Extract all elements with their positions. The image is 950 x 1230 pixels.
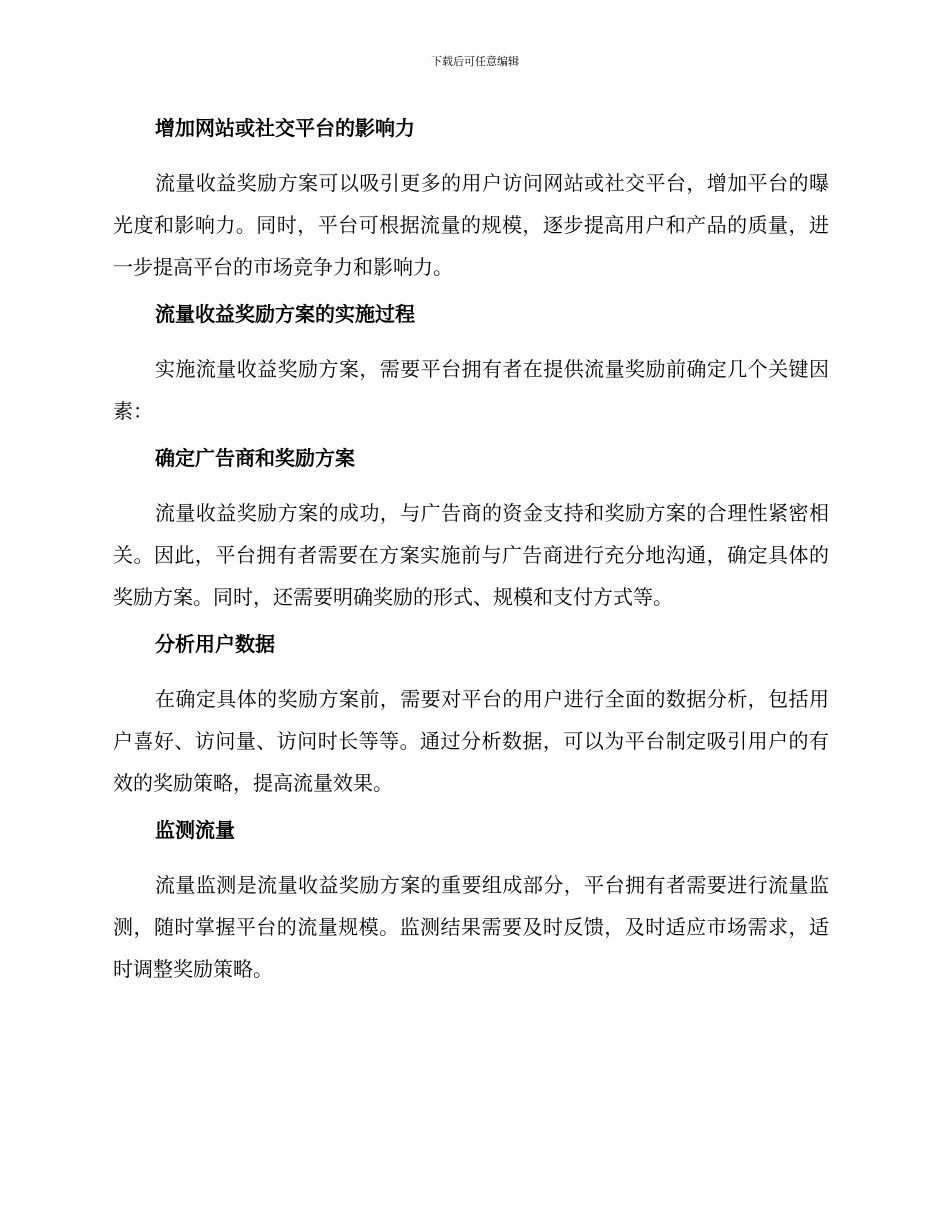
section-heading: 监测流量 [155,818,235,842]
section-implementation [113,296,829,432]
page-header: 下载后可任意编辑 [431,55,519,68]
section-paragraph: 在确定具体的奖励方案前，需要对平台的用户进行全面的数据分析，包括用户喜好、访问量、访问时长等等。通过分析数据，可以为平台制定吸引用户的有效的奖励策略，提高流量效果。 [113,687,829,795]
document-body [113,110,829,998]
section-influence [113,110,829,288]
section-advertisers [113,440,829,618]
section-monitoring [113,812,829,990]
section-paragraph: 流量收益奖励方案可以吸引更多的用户访问网站或社交平台，增加平台的曝光度和影响力。同时，平台可根据流量的规模，逐步提高用户和产品的质量，进一步提高平台的市场竞争力和影响力。 [113,171,829,279]
section-heading: 确定广告商和奖励方案 [155,446,355,470]
section-user-data [113,626,829,804]
section-heading: 分析用户数据 [155,632,275,656]
section-heading: 增加网站或社交平台的影响力 [155,116,415,140]
section-paragraph: 流量收益奖励方案的成功，与广告商的资金支持和奖励方案的合理性紧密相关。因此，平台拥有者需要在方案实施前与广告商进行充分地沟通，确定具体的奖励方案。同时，还需要明确奖励的形式、规模和支付方式等。 [113,501,829,609]
section-heading: 流量收益奖励方案的实施过程 [155,302,415,326]
section-paragraph: 实施流量收益奖励方案，需要平台拥有者在提供流量奖励前确定几个关键因素： [113,357,829,423]
section-paragraph: 流量监测是流量收益奖励方案的重要组成部分，平台拥有者需要进行流量监测，随时掌握平台的流量规模。监测结果需要及时反馈，及时适应市场需求，适时调整奖励策略。 [113,873,829,981]
